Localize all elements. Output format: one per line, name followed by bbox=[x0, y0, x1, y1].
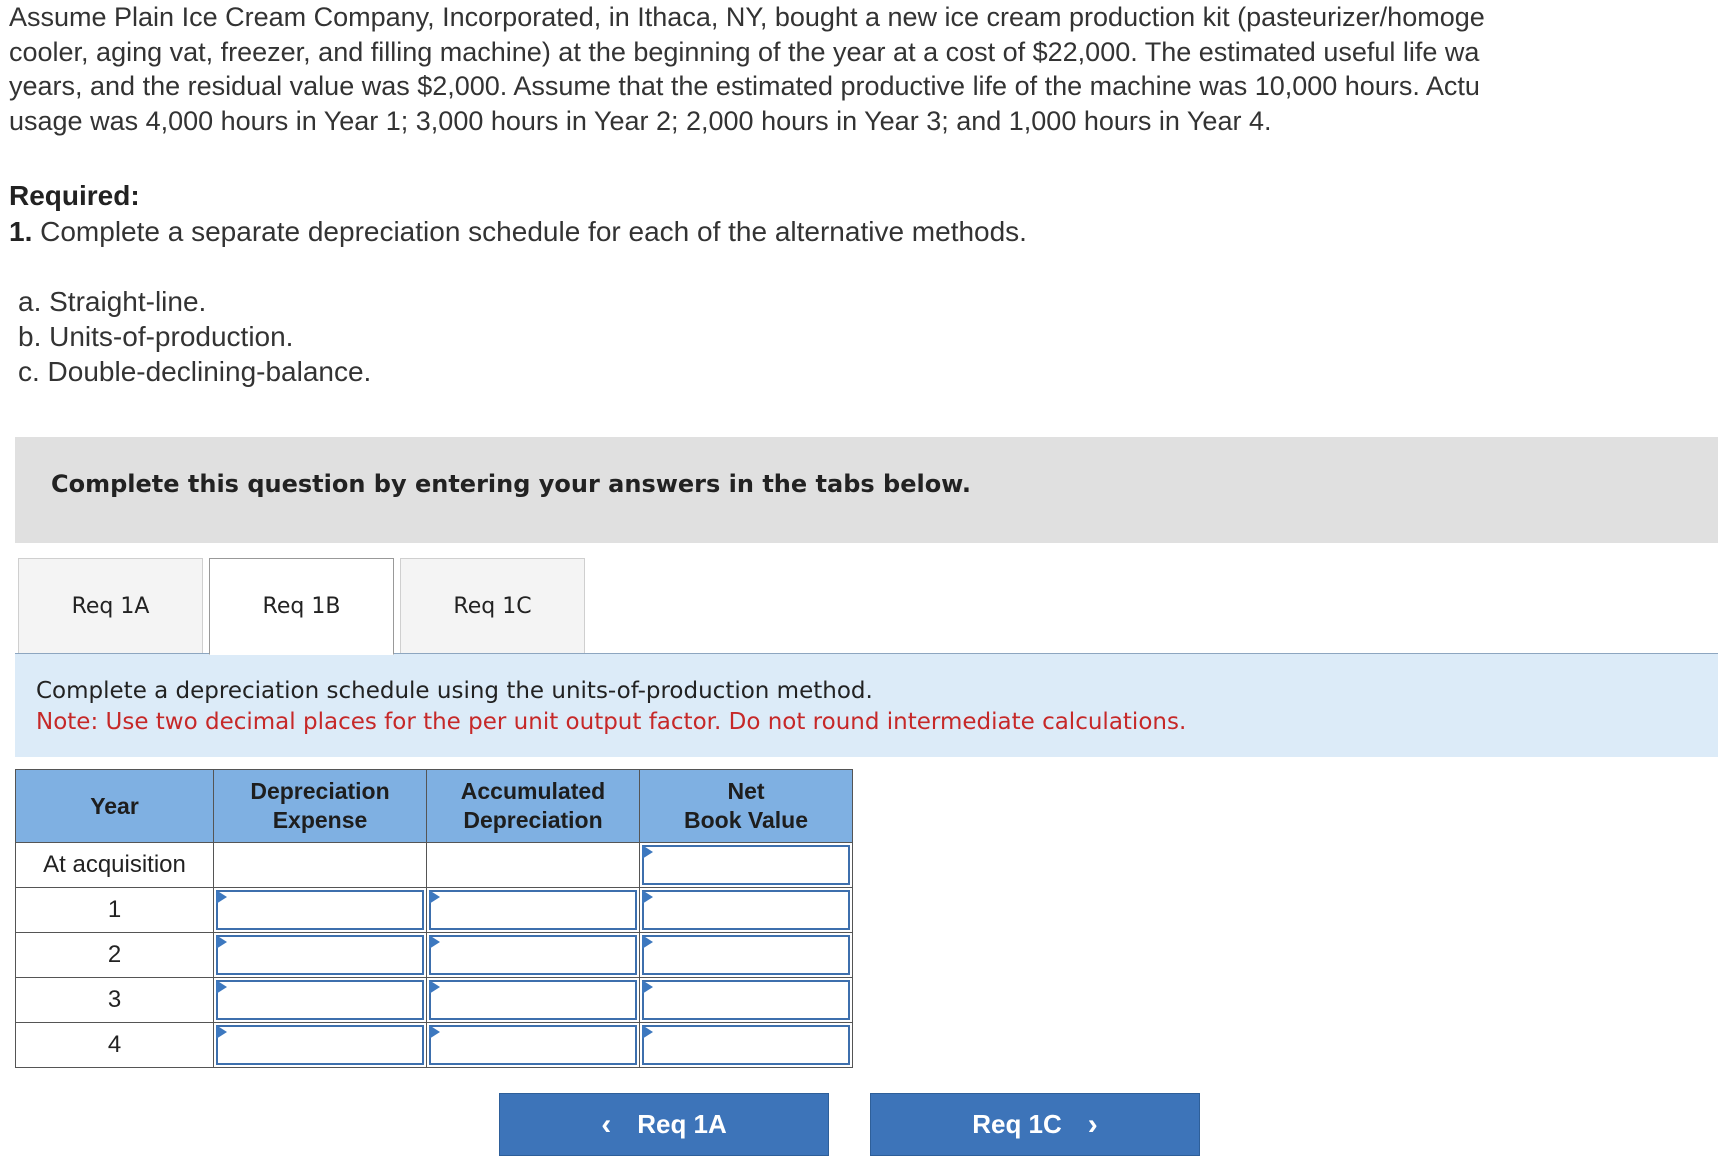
accumulated-depreciation-input[interactable] bbox=[427, 978, 640, 1023]
problem-line: Assume Plain Ice Cream Company, Incorporated, in Ithaca, NY, bought a new ice cream production kit (pasteurizer/homoge bbox=[9, 2, 1485, 32]
net-book-value-input[interactable] bbox=[640, 843, 853, 888]
next-req-label: Req 1C bbox=[972, 1109, 1062, 1139]
depreciation-expense-input[interactable] bbox=[214, 1023, 427, 1068]
input-box[interactable] bbox=[429, 980, 637, 1020]
accumulated-cell-blank bbox=[427, 843, 640, 888]
header-year: Year bbox=[16, 770, 214, 843]
year-cell: 2 bbox=[16, 933, 214, 978]
depreciation-expense-input[interactable] bbox=[214, 888, 427, 933]
method-item: c. Double-declining-balance. bbox=[18, 356, 372, 387]
table-row bbox=[16, 888, 853, 933]
cell-marker-icon bbox=[642, 980, 653, 994]
header-accumulated-depreciation bbox=[427, 770, 640, 843]
table-header-row bbox=[16, 770, 853, 843]
tab-req-1a[interactable]: Req 1A bbox=[18, 558, 203, 653]
cell-marker-icon bbox=[216, 935, 227, 949]
depreciation-schedule-table bbox=[15, 769, 853, 1068]
prev-req-label: Req 1A bbox=[637, 1109, 727, 1139]
header-acc-line2: Depreciation bbox=[463, 807, 603, 833]
input-box[interactable] bbox=[642, 845, 850, 885]
cell-marker-icon bbox=[429, 980, 440, 994]
problem-line: usage was 4,000 hours in Year 1; 3,000 hours in Year 2; 2,000 hours in Year 3; and 1,000 hours in Year 4. bbox=[9, 105, 1272, 136]
problem-line: years, and the residual value was $2,000. Assume that the estimated productive life of the machine was 10,000 hours. Actu bbox=[9, 71, 1480, 101]
panel-instruction: Complete a depreciation schedule using the units-of-production method. bbox=[36, 678, 873, 704]
tab-req-1b[interactable]: Req 1B bbox=[209, 558, 394, 655]
panel-description bbox=[15, 654, 1718, 757]
method-item: b. Units-of-production. bbox=[18, 321, 294, 352]
year-cell: 4 bbox=[16, 1023, 214, 1068]
input-box[interactable] bbox=[642, 980, 850, 1020]
header-depreciation-expense bbox=[214, 770, 427, 843]
cell-marker-icon bbox=[216, 1025, 227, 1039]
instruction-text: Complete this question by entering your answers in the tabs below. bbox=[51, 470, 971, 498]
header-nbv-line1: Net bbox=[727, 778, 765, 804]
header-net-book-value bbox=[640, 770, 853, 843]
table-row bbox=[16, 933, 853, 978]
problem-line: cooler, aging vat, freezer, and filling machine) at the beginning of the year at a cost of $22,000. The estimated useful life wa bbox=[9, 36, 1480, 67]
accumulated-depreciation-input[interactable] bbox=[427, 933, 640, 978]
year-cell: At acquisition bbox=[16, 843, 214, 888]
cell-marker-icon bbox=[216, 980, 227, 994]
instruction-banner bbox=[15, 437, 1718, 543]
input-box[interactable] bbox=[216, 980, 424, 1020]
accumulated-depreciation-input[interactable] bbox=[427, 888, 640, 933]
required-heading: Required: bbox=[9, 180, 140, 211]
accumulated-depreciation-input[interactable] bbox=[427, 1023, 640, 1068]
input-box[interactable] bbox=[429, 935, 637, 975]
input-box[interactable] bbox=[216, 890, 424, 930]
table-row bbox=[16, 1023, 853, 1068]
cell-marker-icon bbox=[429, 890, 440, 904]
input-box[interactable] bbox=[429, 890, 637, 930]
header-acc-line1: Accumulated bbox=[460, 778, 606, 804]
input-box[interactable] bbox=[216, 1025, 424, 1065]
cell-marker-icon bbox=[429, 935, 440, 949]
required-item-text: Complete a separate depreciation schedule for each of the alternative methods. bbox=[40, 216, 1027, 247]
chevron-left-icon: ‹ bbox=[601, 1107, 612, 1141]
net-book-value-input[interactable] bbox=[640, 888, 853, 933]
header-dep-line2: Expense bbox=[272, 807, 368, 833]
methods-list bbox=[18, 284, 371, 389]
depreciation-expense-input[interactable] bbox=[214, 933, 427, 978]
cell-marker-icon bbox=[642, 845, 653, 859]
input-box[interactable] bbox=[216, 935, 424, 975]
year-cell: 3 bbox=[16, 978, 214, 1023]
header-dep-line1: Depreciation bbox=[250, 778, 390, 804]
tab-bar bbox=[18, 558, 1718, 654]
net-book-value-input[interactable] bbox=[640, 978, 853, 1023]
panel-note: Note: Use two decimal places for the per unit output factor. Do not round intermediate calculations. bbox=[36, 709, 1187, 735]
input-box[interactable] bbox=[429, 1025, 637, 1065]
next-req-button[interactable] bbox=[870, 1093, 1200, 1156]
input-box[interactable] bbox=[642, 935, 850, 975]
tab-req-1c[interactable]: Req 1C bbox=[400, 558, 585, 653]
chevron-right-icon: › bbox=[1087, 1107, 1098, 1141]
required-item-number: 1. bbox=[9, 216, 33, 247]
cell-marker-icon bbox=[642, 935, 653, 949]
table-row bbox=[16, 978, 853, 1023]
table-row bbox=[16, 843, 853, 888]
net-book-value-input[interactable] bbox=[640, 933, 853, 978]
header-nbv-line2: Book Value bbox=[684, 807, 808, 833]
method-item: a. Straight-line. bbox=[18, 286, 207, 317]
problem-statement bbox=[9, 0, 1726, 138]
input-box[interactable] bbox=[642, 1025, 850, 1065]
cell-marker-icon bbox=[642, 890, 653, 904]
required-item bbox=[9, 216, 1027, 248]
depreciation-expense-input[interactable] bbox=[214, 978, 427, 1023]
year-cell: 1 bbox=[16, 888, 214, 933]
prev-req-button[interactable] bbox=[499, 1093, 829, 1156]
depreciation-cell-blank bbox=[214, 843, 427, 888]
cell-marker-icon bbox=[429, 1025, 440, 1039]
cell-marker-icon bbox=[642, 1025, 653, 1039]
net-book-value-input[interactable] bbox=[640, 1023, 853, 1068]
cell-marker-icon bbox=[216, 890, 227, 904]
input-box[interactable] bbox=[642, 890, 850, 930]
